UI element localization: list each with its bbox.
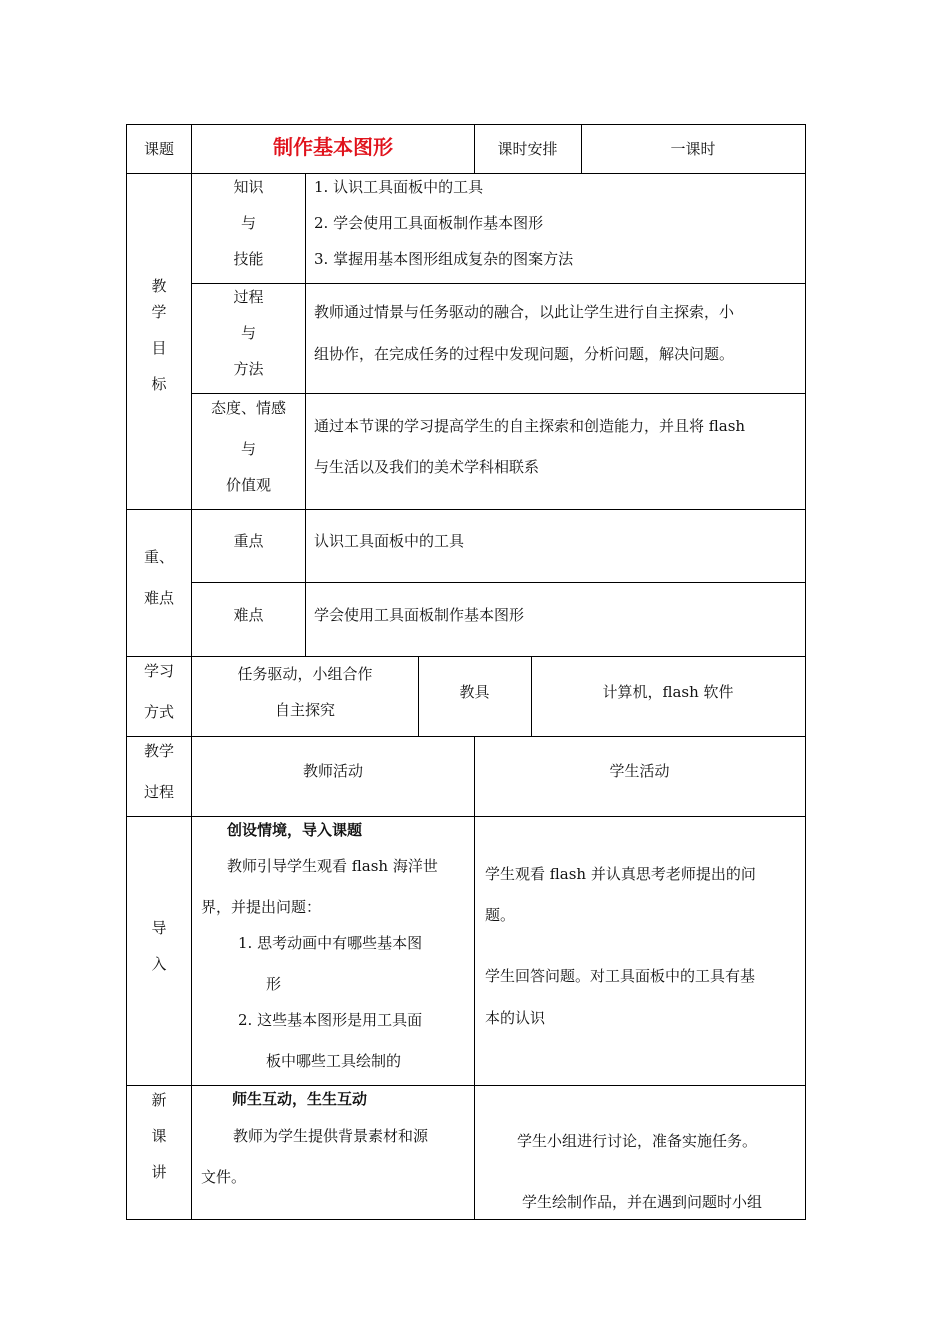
knowledge-label-line: 知识: [233, 178, 264, 196]
method-text-line: 任务驱动，小组合作: [237, 665, 373, 683]
method-text-line: 自主探究: [274, 701, 335, 719]
grid-line: [126, 1219, 806, 1220]
goals-label-char: 教: [151, 277, 167, 295]
intro-teacher-line: 板中哪些工具绘制的: [266, 1052, 402, 1070]
grid-line: [192, 393, 806, 394]
grid-line: [305, 173, 306, 657]
knowledge-item: 1. 认识工具面板中的工具: [314, 178, 484, 196]
intro-student-line: 本的认识: [485, 1009, 546, 1027]
schedule-label: 课时安排: [497, 140, 558, 158]
grid-line: [805, 124, 806, 1220]
grid-line: [192, 283, 806, 284]
process-header-label-line: 过程: [143, 783, 174, 801]
newlesson-student-line: 学生小组进行讨论，准备实施任务。: [517, 1132, 758, 1150]
process-label-line: 过程: [233, 288, 264, 306]
attitude-label-line: 价值观: [225, 476, 271, 494]
grid-line: [474, 736, 475, 1220]
attitude-text-line: 与生活以及我们的美术学科相联系: [314, 458, 540, 476]
intro-teacher-line: 1. 思考动画中有哪些基本图: [238, 934, 423, 952]
newlesson-heading: 师生互动，生生互动: [232, 1090, 368, 1108]
intro-label-char: 入: [151, 955, 167, 973]
lesson-title: 制作基本图形: [273, 135, 393, 159]
process-label-line: 与: [240, 324, 256, 342]
grid-line: [126, 656, 806, 657]
knowledge-label-line: 技能: [233, 250, 264, 268]
schedule-value: 一课时: [670, 140, 716, 158]
student-activity-header: 学生活动: [609, 762, 670, 780]
intro-student-line: 题。: [485, 906, 516, 924]
focus-text: 认识工具面板中的工具: [314, 532, 465, 550]
tools-label: 教具: [459, 683, 490, 701]
newlesson-label-char: 讲: [151, 1163, 167, 1181]
grid-line: [126, 173, 806, 174]
grid-line: [126, 124, 806, 125]
keypoints-label-line: 重、: [143, 548, 174, 566]
goals-label-char: 学: [151, 303, 167, 321]
attitude-text-line: 通过本节课的学习提高学生的自主探索和创造能力，并且将 flash: [314, 417, 746, 435]
knowledge-item: 3. 掌握用基本图形组成复杂的图案方法: [314, 250, 574, 268]
topic-label: 课题: [143, 140, 174, 158]
newlesson-label-char: 新: [151, 1091, 167, 1109]
intro-teacher-line: 教师引导学生观看 flash 海洋世: [227, 857, 438, 875]
newlesson-teacher-line: 文件。: [201, 1168, 247, 1186]
difficulty-text: 学会使用工具面板制作基本图形: [314, 606, 525, 624]
method-label-line: 学习: [143, 662, 174, 680]
process-header-label-line: 教学: [143, 742, 174, 760]
knowledge-item: 2. 学会使用工具面板制作基本图形: [314, 214, 544, 232]
focus-label: 重点: [233, 532, 264, 550]
intro-teacher-line: 界，并提出问题：: [201, 898, 322, 916]
intro-student-line: 学生观看 flash 并认真思考老师提出的问: [485, 865, 756, 883]
newlesson-student-line: 学生绘制作品，并在遇到问题时小组: [522, 1193, 763, 1211]
intro-label-char: 导: [151, 919, 167, 937]
intro-teacher-line: 2. 这些基本图形是用工具面: [238, 1011, 423, 1029]
teacher-activity-header: 教师活动: [302, 762, 363, 780]
intro-heading: 创设情境，导入课题: [227, 821, 363, 839]
grid-line: [126, 816, 806, 817]
intro-student-line: 学生回答问题。对工具面板中的工具有基: [485, 967, 756, 985]
grid-line: [126, 509, 806, 510]
intro-teacher-line: 形: [266, 975, 282, 993]
goals-label-char: 标: [151, 375, 167, 393]
method-label-line: 方式: [143, 703, 174, 721]
difficulty-label: 难点: [233, 606, 264, 624]
grid-line: [126, 736, 806, 737]
process-text-line: 组协作，在完成任务的过程中发现问题，分析问题，解决问题。: [314, 345, 735, 363]
knowledge-label-line: 与: [240, 214, 256, 232]
newlesson-label-char: 课: [151, 1127, 167, 1145]
grid-line: [126, 1085, 806, 1086]
keypoints-label-line: 难点: [143, 589, 174, 607]
goals-label-char: 目: [151, 339, 167, 357]
newlesson-teacher-line: 教师为学生提供背景素材和源: [233, 1127, 429, 1145]
process-label-line: 方法: [233, 360, 264, 378]
process-text-line: 教师通过情景与任务驱动的融合，以此让学生进行自主探索，小: [314, 303, 735, 321]
tools-value: 计算机，flash 软件: [602, 683, 734, 701]
attitude-label-line: 态度、情感: [210, 399, 286, 417]
grid-line: [192, 582, 806, 583]
attitude-label-line: 与: [240, 440, 256, 458]
